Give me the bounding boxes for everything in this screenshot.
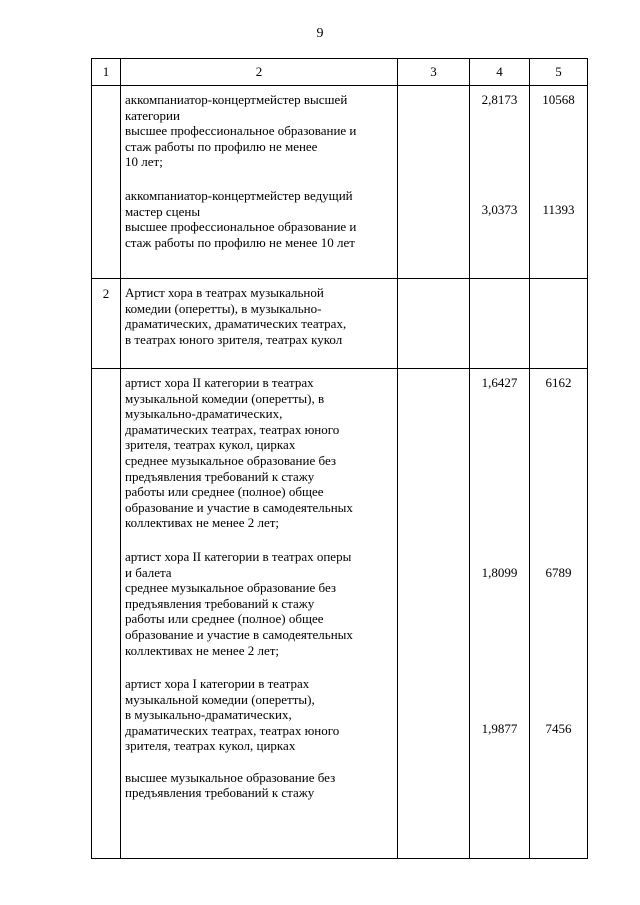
text-line: мастер сцены (125, 203, 201, 219)
header-col-4: 4 (470, 59, 530, 86)
salary-value: 6789 (545, 564, 572, 580)
header-col-3: 3 (398, 59, 470, 86)
text-line: драматических театрах, театрах юного (125, 722, 340, 738)
salary-value: 10568 (542, 92, 575, 107)
coefficient-value: 3,0373 (481, 201, 518, 217)
text-line: среднее музыкальное образование без (125, 580, 337, 596)
header-col-2: 2 (121, 59, 398, 86)
text-line: в театрах юного зрителя, театрах кукол (125, 331, 343, 347)
empty-cell (398, 369, 470, 859)
empty-cell (398, 279, 470, 369)
text-line: образование и участие в самодеятельных (125, 626, 353, 642)
text-line: аккомпаниатор-концертмейстер ведущий (125, 187, 353, 203)
text-line: зрителя, театрах кукол, цирках (125, 437, 296, 453)
text-line: Артист хора в театрах музыкальной (125, 285, 324, 300)
empty-cell (398, 86, 470, 279)
text-line: артист хора II категории в театрах оперы (125, 548, 352, 564)
text-line: категории (125, 107, 180, 123)
entry-text (125, 92, 393, 170)
row-number-cell (92, 86, 121, 279)
description-cell (121, 279, 398, 369)
text-line: аккомпаниатор-концертмейстер высшей (125, 92, 348, 107)
header-col-5: 5 (530, 59, 588, 86)
table-header-row (92, 59, 588, 86)
text-line: предъявления требований к стажу (125, 785, 315, 801)
text-line: коллективах не менее 2 лет; (125, 515, 280, 531)
salary-cell (530, 369, 588, 859)
entry-text (125, 188, 393, 250)
description-cell (121, 369, 398, 859)
coefficient-value: 2,8173 (481, 92, 518, 107)
salary-cell (530, 86, 588, 279)
text-line: и балета (125, 564, 172, 580)
text-line: работы или среднее (полное) общее (125, 484, 324, 500)
text-line: коллективах не менее 2 лет; (125, 642, 280, 658)
coefficient-cell (470, 369, 530, 859)
text-line: предъявления требований к стажу (125, 468, 315, 484)
page-number: 9 (316, 26, 324, 41)
entry-text (125, 549, 393, 658)
text-line: предъявления требований к стажу (125, 595, 315, 611)
empty-cell (470, 279, 530, 369)
text-line: образование и участие в самодеятельных (125, 499, 353, 515)
coefficient-value: 1,8099 (481, 564, 518, 580)
coefficient-value: 1,6427 (481, 375, 518, 390)
text-line: артист хора II категории в театрах (125, 375, 314, 390)
header-col-1: 1 (92, 59, 121, 86)
text-line: зрителя, театрах кукол, цирках (125, 738, 296, 754)
coefficient-value: 1,9877 (481, 721, 518, 737)
text-line: музыкальной комедии (оперетты), в (125, 390, 325, 406)
text-line: стаж работы по профилю не менее 10 лет (125, 234, 355, 250)
entry-text (125, 375, 393, 531)
text-line: комедии (оперетты), в музыкально- (125, 300, 322, 316)
coefficient-cell (470, 86, 530, 279)
row-number-cell (92, 369, 121, 859)
text-line: высшее профессиональное образование и (125, 123, 357, 139)
text-line: драматических театрах, театрах юного (125, 421, 340, 437)
text-line: стаж работы по профилю не менее (125, 138, 318, 154)
row-number-cell: 2 (92, 279, 121, 369)
salary-value: 11393 (542, 201, 575, 217)
text-line: артист хора I категории в театрах (125, 676, 310, 692)
text-line: работы или среднее (полное) общее (125, 611, 324, 627)
text-line: музыкально-драматических, (125, 406, 283, 422)
text-line: среднее музыкальное образование без (125, 452, 337, 468)
table-row (92, 369, 588, 859)
text-line: музыкальной комедии (оперетты), (125, 691, 315, 707)
text-line: в музыкально-драматических, (125, 707, 292, 723)
table-row (92, 86, 588, 279)
text-line: высшее музыкальное образование без (125, 769, 336, 785)
tariff-table (91, 58, 588, 859)
spacer-line (125, 754, 393, 770)
text-line: высшее профессиональное образование и (125, 219, 357, 235)
entry-text (125, 676, 393, 801)
empty-cell (530, 279, 588, 369)
salary-value: 6162 (545, 375, 572, 390)
text-line: 10 лет; (125, 154, 163, 170)
salary-value: 7456 (545, 721, 572, 737)
table-row (92, 279, 588, 369)
description-cell (121, 86, 398, 279)
text-line: драматических, драматических театрах, (125, 316, 347, 332)
